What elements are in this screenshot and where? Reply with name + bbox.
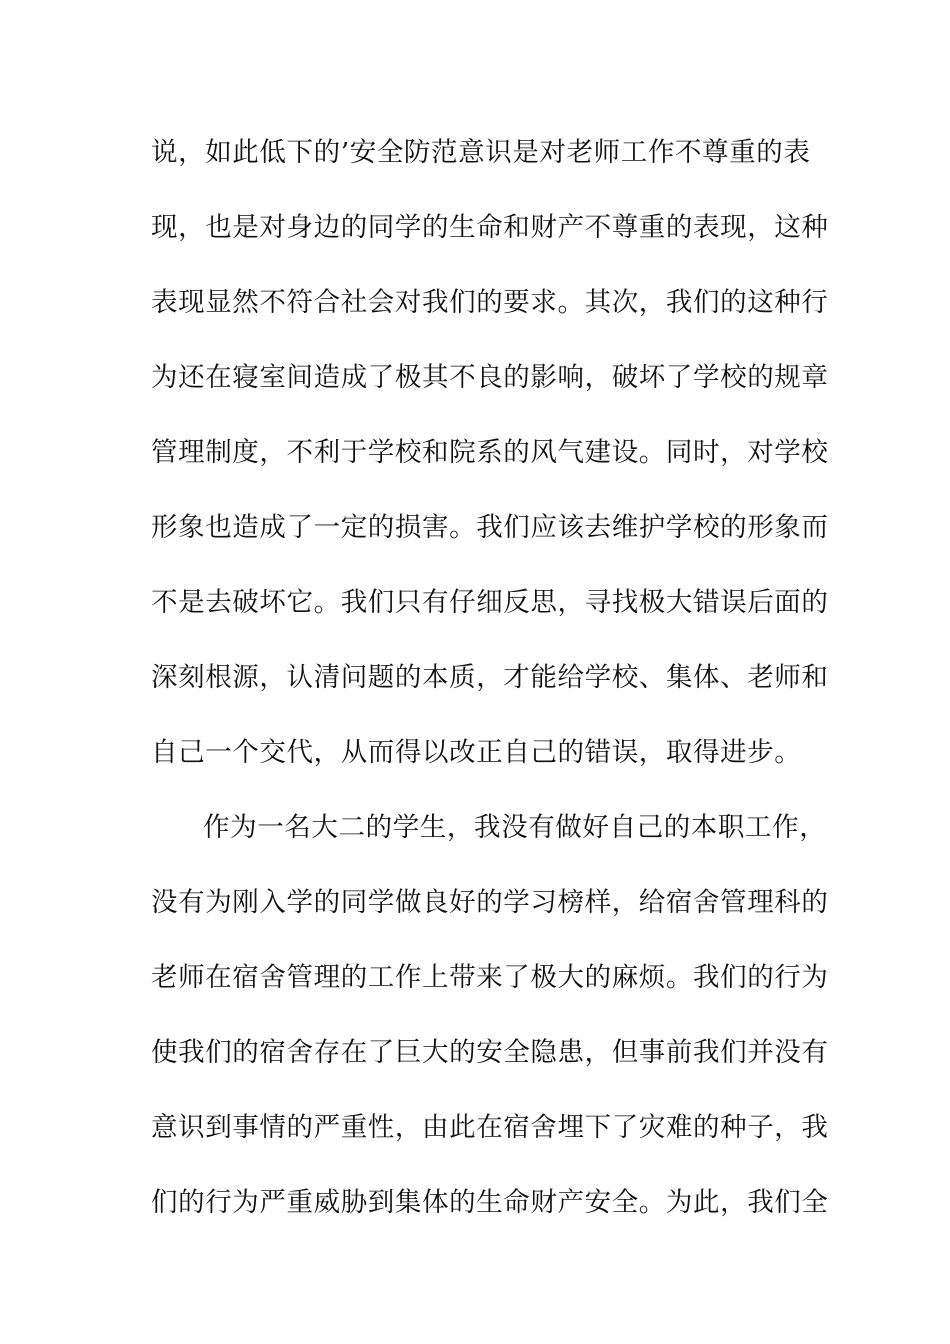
- text-line: 自己一个交代，从而得以改正自己的错误，取得进步。: [151, 737, 802, 768]
- text-line: 没有为刚入学的同学做良好的学习榜样，给宿舍管理科的: [151, 887, 829, 918]
- text-line: 意识到事情的严重性，由此在宿舍埋下了灾难的种子，我: [151, 1112, 829, 1143]
- text-line: 为还在寝室间造成了极其不良的影响，破坏了学校的规章: [151, 362, 829, 393]
- body-text: [151, 128, 829, 1253]
- text-line: 表现显然不符合社会对我们的要求。其次，我们的这种行: [151, 287, 829, 318]
- paragraph-start-line: 作为一名大二的学生，我没有做好自己的本职工作，: [203, 812, 827, 843]
- text-line: 现，也是对身边的同学的生命和财产不尊重的表现，这种: [151, 212, 829, 243]
- text-line: 使我们的宿舍存在了巨大的安全隐患，但事前我们并没有: [151, 1037, 829, 1068]
- text-line: 管理制度，不利于学校和院系的风气建设。同时，对学校: [151, 437, 829, 468]
- text-line: 们的行为严重威胁到集体的生命财产安全。为此，我们全: [151, 1187, 829, 1218]
- text-line: 不是去破坏它。我们只有仔细反思，寻找极大错误后面的: [151, 587, 829, 618]
- text-line: 老师在宿舍管理的工作上带来了极大的麻烦。我们的行为: [151, 962, 829, 993]
- text-line: 深刻根源，认清问题的本质，才能给学校、集体、老师和: [151, 662, 829, 693]
- text-line: 形象也造成了一定的损害。我们应该去维护学校的形象而: [151, 512, 829, 543]
- text-line: 说，如此低下的’安全防范意识是对老师工作不尊重的表: [151, 137, 811, 168]
